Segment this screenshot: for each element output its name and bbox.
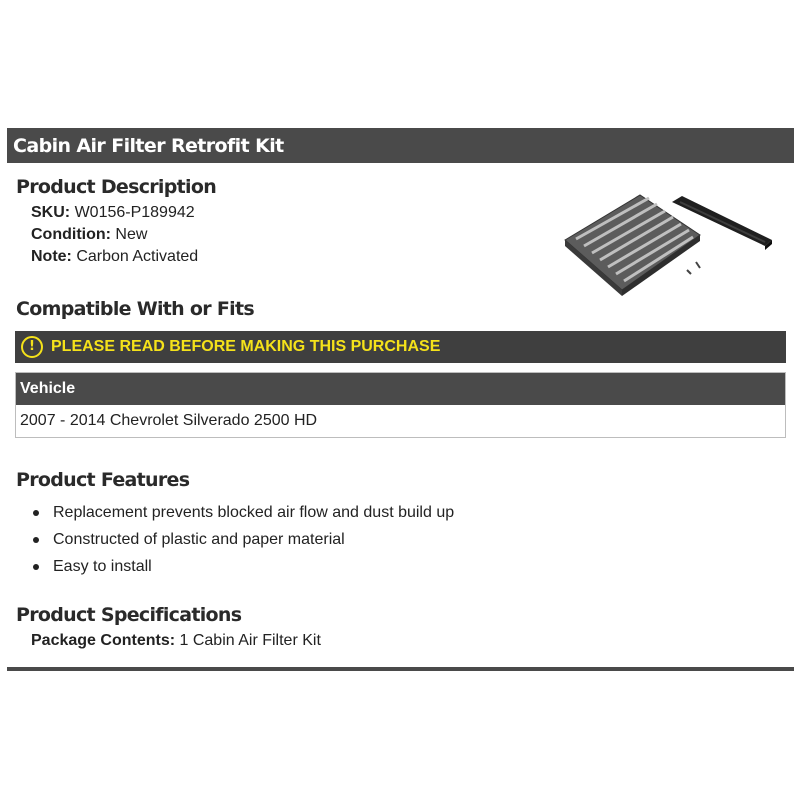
sku-value: W0156-P189942 — [74, 204, 195, 221]
note-label: Note: — [31, 248, 72, 265]
note-value: Carbon Activated — [76, 248, 199, 265]
condition-label: Condition: — [31, 226, 111, 243]
filter-screws — [687, 262, 700, 274]
vehicle-table — [15, 372, 786, 438]
note-line — [31, 246, 198, 268]
vehicle-cell: 2007 - 2014 Chevrolet Silverado 2500 HD — [20, 412, 318, 429]
warning-text: PLEASE READ BEFORE MAKING THIS PURCHASE — [51, 338, 441, 355]
condition-value: New — [115, 226, 148, 243]
features-list — [31, 499, 454, 580]
list-item: Replacement prevents blocked air flow and dust build up — [31, 499, 454, 526]
page-root — [7, 128, 794, 163]
product-description-heading: Product Description — [16, 176, 217, 198]
compatibility-heading: Compatible With or Fits — [16, 298, 254, 320]
sku-label: SKU: — [31, 204, 71, 221]
condition-line — [31, 224, 147, 246]
product-image — [560, 190, 775, 305]
air-filter-panel — [565, 195, 700, 296]
package-contents-label: Package Contents: — [31, 632, 176, 649]
table-row — [16, 405, 786, 438]
product-features-heading: Product Features — [16, 469, 190, 491]
list-item: Constructed of plastic and paper material — [31, 526, 454, 553]
vehicle-column-header: Vehicle — [16, 373, 786, 406]
package-contents-line — [31, 630, 321, 652]
package-contents-value: 1 Cabin Air Filter Kit — [179, 632, 321, 649]
bottom-divider — [7, 667, 794, 671]
sku-line — [31, 202, 195, 224]
product-specifications-heading: Product Specifications — [16, 604, 242, 626]
purchase-warning-banner — [15, 331, 786, 363]
list-item: Easy to install — [31, 553, 454, 580]
warning-icon: ! — [21, 336, 43, 358]
page-title: Cabin Air Filter Retrofit Kit — [7, 128, 794, 163]
